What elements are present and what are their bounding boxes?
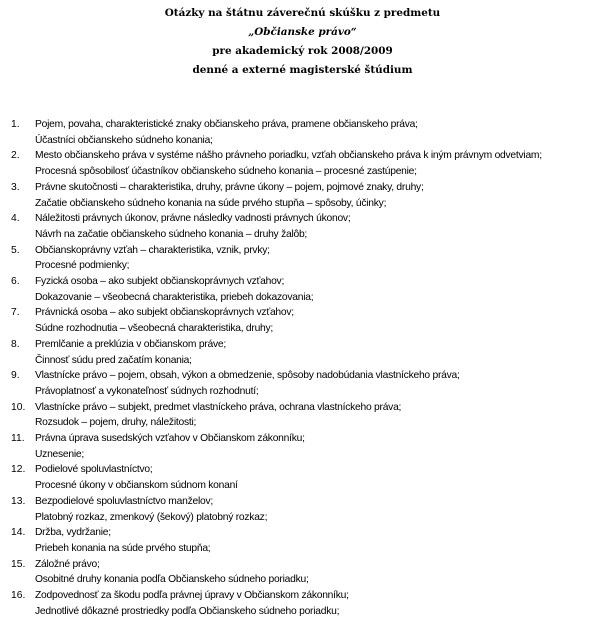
question-civil-law-topic: Záložné právo; xyxy=(35,558,100,570)
question-number: 5. xyxy=(11,244,20,256)
question-civil-law-topic: Právne skutočnosti – charakteristika, druhy, právne úkony – pojem, pojmové znaky, druhy; xyxy=(35,181,424,193)
question-number: 1. xyxy=(11,119,20,130)
question-list xyxy=(0,117,605,620)
question-civil-law-topic: Právna úprava susedských vzťahov v Občianskom zákonníku; xyxy=(35,433,305,445)
question-item xyxy=(0,431,605,462)
question-item xyxy=(0,274,605,305)
question-civil-law-topic: Občianskoprávny vzťah – charakteristika, vznik, prvky; xyxy=(35,244,270,256)
question-procedure-topic: Procesné úkony v občianskom súdnom konaní xyxy=(35,480,238,492)
question-procedure-topic: Začatie občianskeho súdneho konania na súde prvého stupňa – spôsoby, účinky; xyxy=(35,197,387,209)
question-number: 14. xyxy=(11,527,26,539)
question-number: 3. xyxy=(11,181,20,193)
question-civil-law-topic: Zodpovednosť za škodu podľa právnej úpravy v Občianskom zákonníku; xyxy=(35,590,349,602)
question-number: 7. xyxy=(11,307,20,319)
question-item xyxy=(0,494,605,525)
question-number: 11. xyxy=(11,433,25,445)
question-item xyxy=(0,400,605,431)
question-item xyxy=(0,588,605,619)
header-subject: „Občianske právo“ xyxy=(248,26,357,38)
question-procedure-topic: Súdne rozhodnutia – všeobecná charakteristika, druhy; xyxy=(35,323,274,335)
question-procedure-topic: Právoplatnosť a vykonateľnosť súdnych rozhodnutí; xyxy=(35,385,259,397)
question-item xyxy=(0,148,605,179)
question-number: 12. xyxy=(11,464,26,476)
question-procedure-topic: Platobný rozkaz, zmenkový (šekový) platobný rozkaz; xyxy=(35,511,268,523)
question-number: 4. xyxy=(11,213,20,225)
header-academic-year: pre akademický rok 2008/2009 xyxy=(212,45,393,57)
question-civil-law-topic: Mesto občianskeho práva v systéme nášho právneho poriadku, vzťah občianskeho práva k iným právnym odvetviam; xyxy=(35,150,542,162)
question-item xyxy=(0,243,605,274)
question-item xyxy=(0,557,605,588)
question-procedure-topic: Dokazovanie – všeobecná charakteristika, priebeh dokazovania; xyxy=(35,291,314,303)
question-item xyxy=(0,525,605,556)
question-number: 16. xyxy=(11,590,26,602)
question-procedure-topic: Uznesenie; xyxy=(35,448,85,460)
question-civil-law-topic: Fyzická osoba – ako subjekt občianskoprávnych vzťahov; xyxy=(35,276,285,288)
question-civil-law-topic: Bezpodielové spoluvlastníctvo manželov; xyxy=(35,495,213,507)
question-procedure-topic: Procesné podmienky; xyxy=(35,260,130,272)
question-number: 6. xyxy=(11,276,20,288)
question-number: 10. xyxy=(11,401,26,413)
question-number: 13. xyxy=(11,495,26,507)
question-procedure-topic: Osobitné druhy konania podľa Občianskeho súdneho poriadku; xyxy=(35,574,309,586)
question-procedure-topic: Návrh na začatie občianskeho súdneho konania – druhy žalôb; xyxy=(35,228,308,240)
question-number: 15. xyxy=(11,558,26,570)
question-civil-law-topic: Držba, vydržanie; xyxy=(35,527,111,539)
question-procedure-topic: Procesná spôsobilosť účastníkov občianskeho súdneho konania – procesné zastúpenie; xyxy=(35,166,417,178)
question-procedure-topic: Činnosť súdu pred začatím konania; xyxy=(35,354,192,366)
question-item xyxy=(0,117,605,148)
question-civil-law-topic: Pojem, povaha, charakteristické znaky občianskeho práva, pramene občianskeho práva; xyxy=(35,119,418,130)
question-item xyxy=(0,305,605,336)
question-procedure-topic: Rozsudok – pojem, druhy, náležitosti; xyxy=(35,417,197,429)
header-study-form: denné a externé magisterské štúdium xyxy=(192,64,413,76)
question-civil-law-topic: Premlčanie a preklúzia v občianskom práve; xyxy=(35,338,226,350)
question-number: 9. xyxy=(11,370,20,382)
question-procedure-topic: Účastníci občianskeho súdneho konania; xyxy=(35,134,213,146)
question-item xyxy=(0,180,605,211)
question-procedure-topic: Jednotlivé dôkazné prostriedky podľa Občianskeho súdneho poriadku; xyxy=(35,605,340,617)
question-number: 8. xyxy=(11,338,20,350)
question-item xyxy=(0,337,605,368)
document-header xyxy=(0,4,605,80)
question-item xyxy=(0,462,605,493)
question-civil-law-topic: Podielové spoluvlastníctvo; xyxy=(35,464,153,476)
question-number: 2. xyxy=(11,150,20,162)
question-civil-law-topic: Vlastnícke právo – subjekt, predmet vlastníckeho práva, ochrana vlastníckeho práva; xyxy=(35,401,402,413)
question-item xyxy=(0,211,605,242)
question-civil-law-topic: Právnická osoba – ako subjekt občianskoprávnych vzťahov; xyxy=(35,307,294,319)
question-procedure-topic: Priebeh konania na súde prvého stupňa; xyxy=(35,542,211,554)
question-civil-law-topic: Vlastnícke právo – pojem, obsah, výkon a obmedzenie, spôsoby nadobúdania vlastníckeho práva; xyxy=(35,370,460,382)
question-civil-law-topic: Náležitosti právnych úkonov, právne následky vadnosti právnych úkonov; xyxy=(35,213,351,225)
header-title: Otázky na štátnu záverečnú skúšku z predmetu xyxy=(164,7,441,19)
question-item xyxy=(0,368,605,399)
